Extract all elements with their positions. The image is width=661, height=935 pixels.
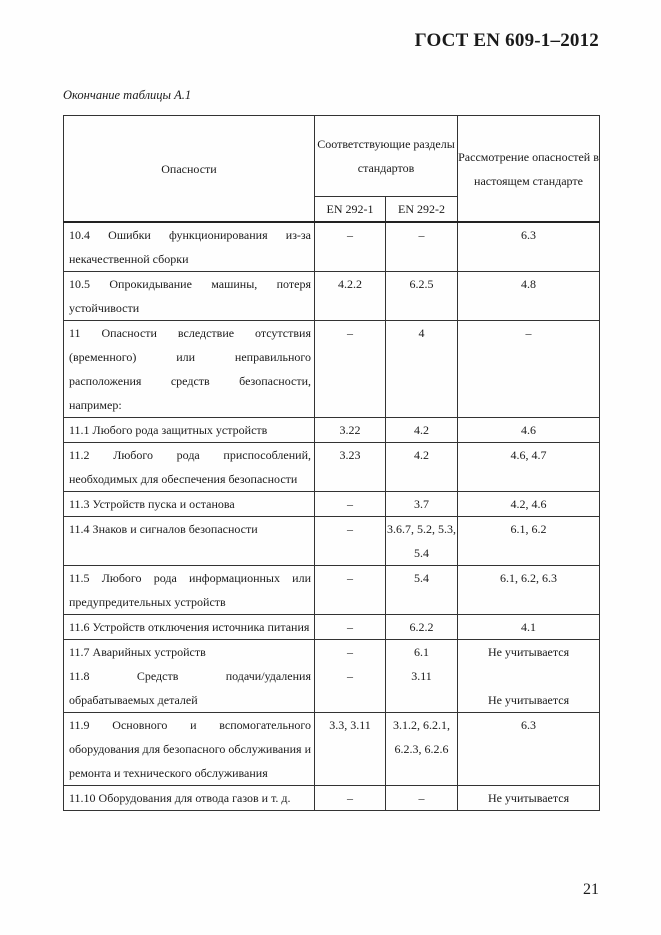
section-cell-value: Не учитывается (487, 693, 570, 707)
header-consideration: Рассмотрение опасностей в настоящем стандарте (458, 116, 600, 223)
en2-cell: 4 (386, 321, 458, 418)
section-cell: 6.1, 6.2, 6.3 (458, 566, 600, 615)
header-hazards: Опасности (64, 116, 315, 223)
en1-cell: 3.23 (315, 443, 386, 492)
table-row (64, 713, 600, 786)
en2-cell: 3.11 (386, 664, 458, 713)
en2-cell: 3.6.7, 5.2, 5.3, 5.4 (386, 517, 458, 566)
header-en-292-2: EN 292-2 (386, 197, 458, 223)
table-row (64, 615, 600, 640)
section-cell: Не учитывается (458, 786, 600, 811)
en1-cell: – (315, 517, 386, 566)
section-cell: 4.6, 4.7 (458, 443, 600, 492)
en2-cell: 3.7 (386, 492, 458, 517)
table-row (64, 640, 600, 665)
table-row (64, 566, 600, 615)
section-cell: 4.8 (458, 272, 600, 321)
hazard-cell: 11.3 Устройств пуска и останова (64, 492, 315, 517)
hazards-table (63, 115, 600, 811)
hazard-cell: 11.2 Любого рода приспособлений, необходимых для обеспечения безопасности (64, 443, 315, 492)
en1-cell: 3.22 (315, 418, 386, 443)
en2-cell: 6.2.2 (386, 615, 458, 640)
hazard-cell: 11.8 Средств подачи/удаления обрабатываемых деталей (64, 664, 315, 713)
section-cell: 6.3 (458, 222, 600, 272)
en1-cell: – (315, 664, 386, 713)
page-number: 21 (583, 881, 599, 898)
hazard-cell: 11.10 Оборудования для отвода газов и т. д. (64, 786, 315, 811)
en2-cell: 5.4 (386, 566, 458, 615)
hazard-cell: 11.9 Основного и вспомогательного оборудования для безопасного обслуживания и ремонта и технического обслуживания (64, 713, 315, 786)
section-cell: – (458, 321, 600, 418)
en2-cell: – (386, 786, 458, 811)
table-caption: Окончание таблицы А.1 (63, 88, 192, 102)
table-row (64, 321, 600, 418)
section-cell: 6.1, 6.2 (458, 517, 600, 566)
en1-cell: – (315, 640, 386, 665)
table-row (64, 492, 600, 517)
en1-cell: 3.3, 3.11 (315, 713, 386, 786)
en2-cell: 6.2.5 (386, 272, 458, 321)
section-cell: 4.6 (458, 418, 600, 443)
en1-cell: – (315, 566, 386, 615)
en1-cell: – (315, 615, 386, 640)
table-row (64, 786, 600, 811)
en2-cell: 3.1.2, 6.2.1, 6.2.3, 6.2.6 (386, 713, 458, 786)
header-en-292-1: EN 292-1 (315, 197, 386, 223)
table-row (64, 418, 600, 443)
standard-code: ГОСТ EN 609-1–2012 (414, 30, 599, 51)
en2-cell: – (386, 222, 458, 272)
table-row (64, 443, 600, 492)
section-cell: 6.3 (458, 713, 600, 786)
hazard-cell: 11.4 Знаков и сигналов безопасности (64, 517, 315, 566)
section-cell: 4.2, 4.6 (458, 492, 600, 517)
hazard-cell: 10.4 Ошибки функционирования из-за некачественной сборки (64, 222, 315, 272)
en1-cell: – (315, 786, 386, 811)
hazard-cell: 11.5 Любого рода информационных или предупредительных устройств (64, 566, 315, 615)
section-cell (458, 664, 600, 713)
table-row (64, 272, 600, 321)
hazard-cell: 10.5 Опрокидывание машины, потеря устойчивости (64, 272, 315, 321)
header-sections: Соответствующие разделы стандартов (315, 116, 458, 197)
hazard-cell: 11.6 Устройств отключения источника питания (64, 615, 315, 640)
hazard-cell: 11.1 Любого рода защитных устройств (64, 418, 315, 443)
hazard-cell: 11.7 Аварийных устройств (64, 640, 315, 665)
en1-cell: – (315, 492, 386, 517)
en2-cell: 4.2 (386, 418, 458, 443)
section-cell: Не учитывается (458, 640, 600, 665)
en1-cell: 4.2.2 (315, 272, 386, 321)
en1-cell: – (315, 222, 386, 272)
table-row (64, 664, 600, 713)
en2-cell: 6.1 (386, 640, 458, 665)
table-row (64, 517, 600, 566)
table-row (64, 222, 600, 272)
en2-cell: 4.2 (386, 443, 458, 492)
en1-cell: – (315, 321, 386, 418)
hazard-cell: 11 Опасности вследствие отсутствия (временного) или неправильного расположения средств безопасности, например: (64, 321, 315, 418)
section-cell: 4.1 (458, 615, 600, 640)
